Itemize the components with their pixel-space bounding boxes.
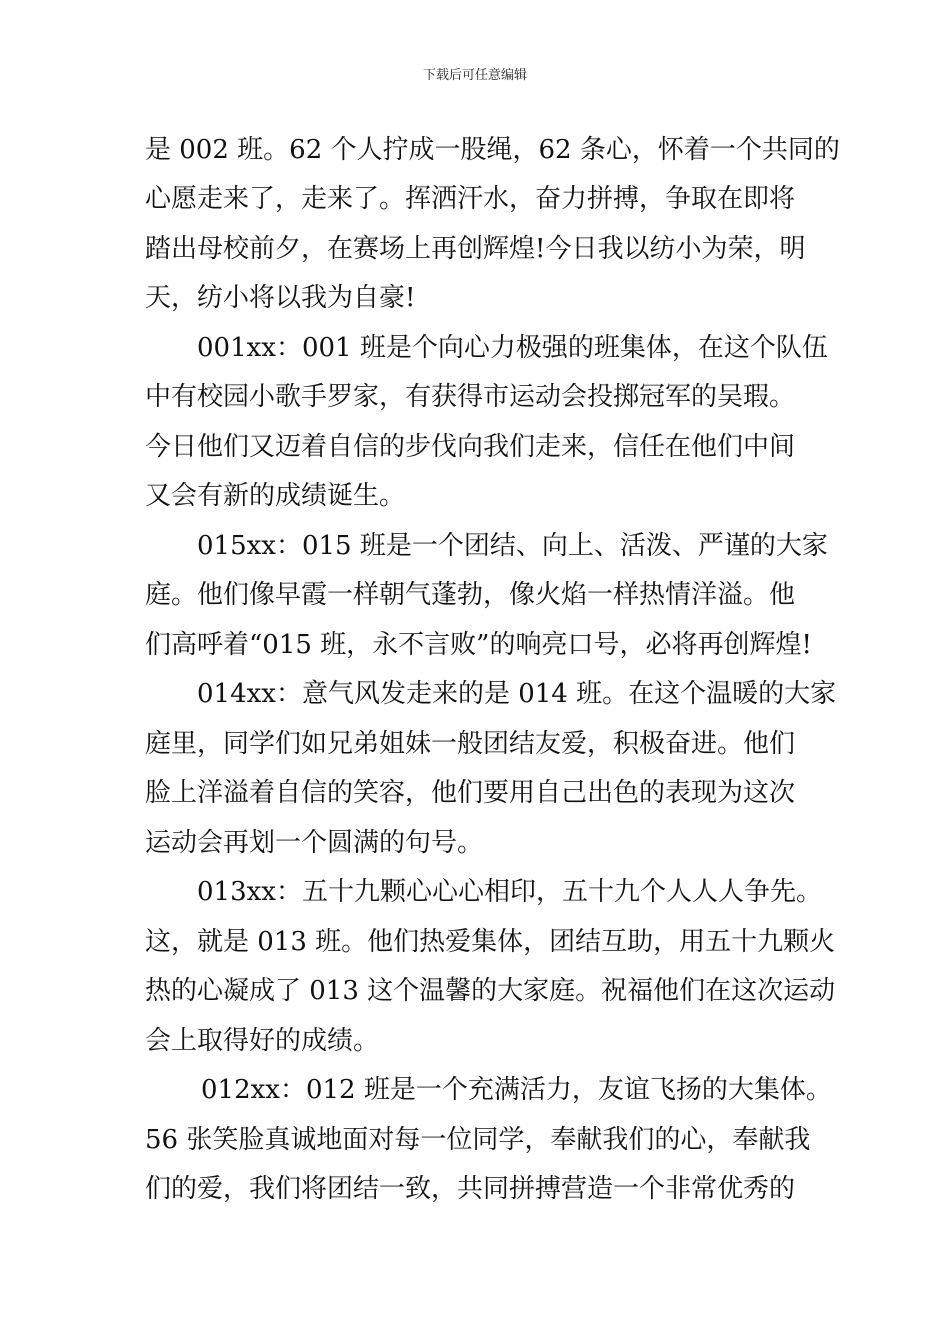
text-line: 会上取得好的成绩。 bbox=[145, 1026, 380, 1056]
text-line: 踏出母校前夕，在赛场上再创辉煌!今日我以纺小为荣，明 bbox=[145, 234, 806, 264]
text-line: 们高呼着“015 班，永不言败”的响亮口号，必将再创辉煌! bbox=[145, 630, 812, 660]
text-line: 心愿走来了，走来了。挥洒汗水，奋力拼搏，争取在即将 bbox=[145, 184, 796, 214]
page-header: 下载后可任意编辑 bbox=[422, 68, 527, 83]
text-line: 013xx：五十九颗心心心相印，五十九个人人人争先。 bbox=[197, 877, 822, 907]
text-line: 运动会再划一个圆满的句号。 bbox=[145, 828, 484, 858]
text-line: 56 张笑脸真诚地面对每一位同学，奉献我们的心，奉献我 bbox=[145, 1125, 811, 1155]
text-line: 今日他们又迈着自信的步伐向我们走来，信任在他们中间 bbox=[145, 432, 796, 462]
text-line: 012xx：012 班是一个充满活力，友谊飞扬的大集体。 bbox=[201, 1075, 832, 1105]
text-line: 又会有新的成绩诞生。 bbox=[145, 481, 406, 511]
text-line: 是 002 班。62 个人拧成一股绳，62 条心，怀着一个共同的 bbox=[145, 135, 840, 165]
text-line: 热的心凝成了 013 这个温馨的大家庭。祝福他们在这次运动 bbox=[145, 976, 836, 1006]
text-line: 庭里，同学们如兄弟姐妹一般团结友爱，积极奋进。他们 bbox=[145, 729, 796, 759]
text-line: 脸上洋溢着自信的笑容，他们要用自己出色的表现为这次 bbox=[145, 778, 796, 808]
text-line: 这，就是 013 班。他们热爱集体，团结互助，用五十九颗火 bbox=[145, 927, 836, 957]
text-line: 们的爱，我们将团结一致，共同拼搏营造一个非常优秀的 bbox=[145, 1174, 796, 1204]
text-line: 001xx：001 班是个向心力极强的班集体，在这个队伍 bbox=[197, 333, 828, 363]
text-line: 014xx：意气风发走来的是 014 班。在这个温暖的大家 bbox=[197, 679, 837, 709]
text-line: 015xx：015 班是一个团结、向上、活泼、严谨的大家 bbox=[197, 531, 828, 561]
text-line: 庭。他们像早霞一样朝气蓬勃，像火焰一样热情洋溢。他 bbox=[145, 580, 796, 610]
text-line: 天，纺小将以我为自豪! bbox=[145, 283, 416, 313]
text-line: 中有校园小歌手罗家，有获得市运动会投掷冠军的吴瑕。 bbox=[145, 382, 796, 412]
